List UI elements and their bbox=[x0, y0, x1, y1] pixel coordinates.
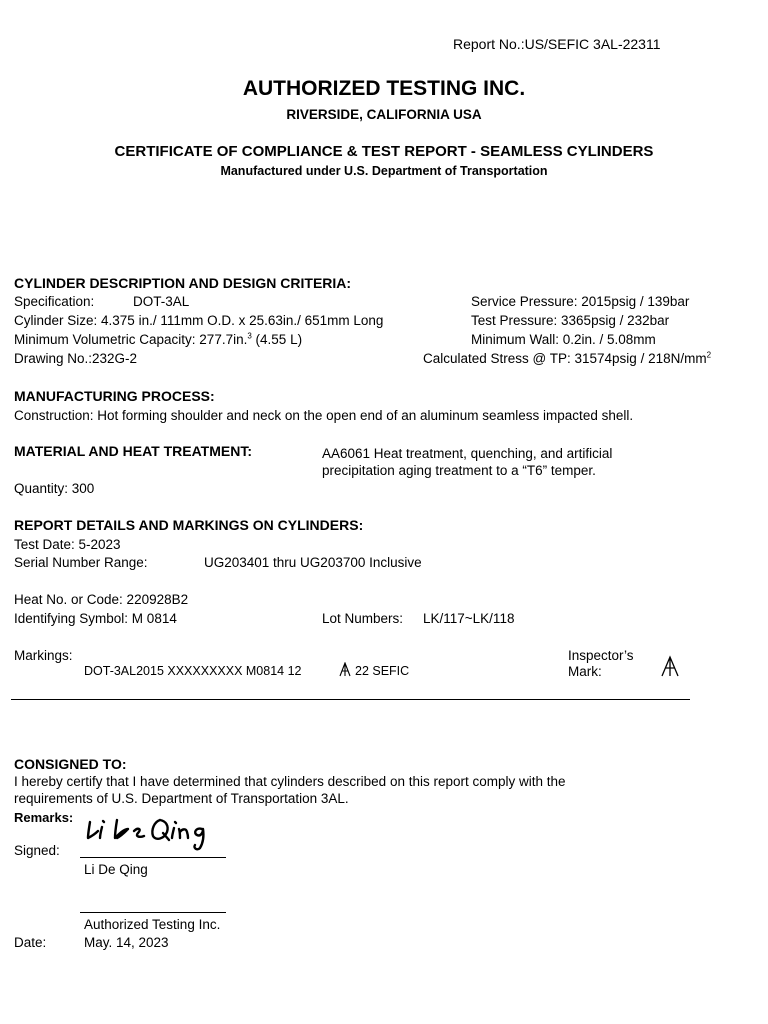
cylinder-heading: CYLINDER DESCRIPTION AND DESIGN CRITERIA: bbox=[14, 275, 352, 291]
serial-label: Serial Number Range: bbox=[14, 555, 148, 570]
calculated-stress: Calculated Stress @ TP: 31574psig / $218N/mm^2$ bbox=[423, 350, 712, 366]
serial-value: UG203401 thru UG203700 Inclusive bbox=[204, 555, 422, 570]
spec-value: DOT-3AL bbox=[133, 294, 190, 309]
material-line-2: precipitation aging treatment to a “T6” temper. bbox=[322, 463, 596, 478]
service-pressure: Service Pressure: 2015psig / 139bar bbox=[471, 294, 690, 309]
remarks-label: Remarks: bbox=[14, 810, 74, 825]
volumetric-capacity: Minimum Volumetric Capacity: 277.7in.$^3$ (4.55 L) bbox=[14, 331, 303, 347]
section-divider bbox=[11, 699, 690, 700]
signed-label: Signed: bbox=[14, 843, 60, 858]
markings-label: Markings: bbox=[14, 648, 73, 663]
inspector-mark-icon bbox=[660, 655, 680, 677]
test-pressure: Test Pressure: 3365psig / 232bar bbox=[471, 313, 670, 328]
report-heading: REPORT DETAILS AND MARKINGS ON CYLINDERS: bbox=[14, 517, 364, 533]
minimum-wall: Minimum Wall: 0.2in. / 5.08mm bbox=[471, 332, 656, 347]
company-signature-line bbox=[80, 912, 226, 913]
signer-name: Li De Qing bbox=[84, 862, 148, 877]
certify-line-1: I hereby certify that I have determined that cylinders described on this report comply with the bbox=[14, 774, 566, 789]
inspector-label-1: Inspector’s bbox=[568, 648, 634, 663]
lot-label: Lot Numbers: bbox=[322, 611, 404, 626]
markings-tail: 22 SEFIC bbox=[355, 664, 410, 678]
material-line-1: AA6061 Heat treatment, quenching, and artificial bbox=[322, 446, 613, 461]
inspector-label-2: Mark: bbox=[568, 664, 602, 679]
signer-company: Authorized Testing Inc. bbox=[84, 917, 221, 932]
drawing-number: Drawing No.:232G-2 bbox=[14, 351, 138, 366]
material-heading: MATERIAL AND HEAT TREATMENT: bbox=[14, 443, 252, 459]
markings-value: DOT-3AL2015 XXXXXXXXX M0814 12 bbox=[84, 664, 302, 678]
consigned-heading: CONSIGNED TO: bbox=[14, 756, 127, 772]
quantity: Quantity: 300 bbox=[14, 481, 95, 496]
date-value: May. 14, 2023 bbox=[84, 935, 169, 950]
test-date: Test Date: 5-2023 bbox=[14, 537, 121, 552]
inspector-mark-small-icon bbox=[339, 662, 351, 677]
signature-line bbox=[80, 857, 226, 858]
heat-number: Heat No. or Code: 220928B2 bbox=[14, 592, 189, 607]
spec-label: Specification: bbox=[14, 294, 95, 309]
certificate-subtitle: Manufactured under U.S. Department of Transportation bbox=[220, 164, 548, 178]
manufacturing-heading: MANUFACTURING PROCESS: bbox=[14, 388, 215, 404]
company-name: AUTHORIZED TESTING INC. bbox=[242, 77, 526, 100]
identifying-symbol: Identifying Symbol: M 0814 bbox=[14, 611, 177, 626]
cylinder-size: Cylinder Size: 4.375 in./ 111mm O.D. x 25.63in./ 651mm Long bbox=[14, 313, 384, 328]
signature-image bbox=[84, 810, 212, 856]
certify-line-2: requirements of U.S. Department of Transportation 3AL. bbox=[14, 791, 349, 806]
certificate-title: CERTIFICATE OF COMPLIANCE & TEST REPORT - SEAMLESS CYLINDERS bbox=[114, 143, 654, 160]
lot-value: LK/117~LK/118 bbox=[423, 611, 515, 626]
construction-text: Construction: Hot forming shoulder and neck on the open end of an aluminum seamless impacted shell. bbox=[14, 408, 634, 423]
report-number: Report No.:US/SEFIC 3AL-22311 bbox=[453, 36, 661, 52]
company-location: RIVERSIDE, CALIFORNIA USA bbox=[286, 107, 482, 122]
date-label: Date: bbox=[14, 935, 47, 950]
